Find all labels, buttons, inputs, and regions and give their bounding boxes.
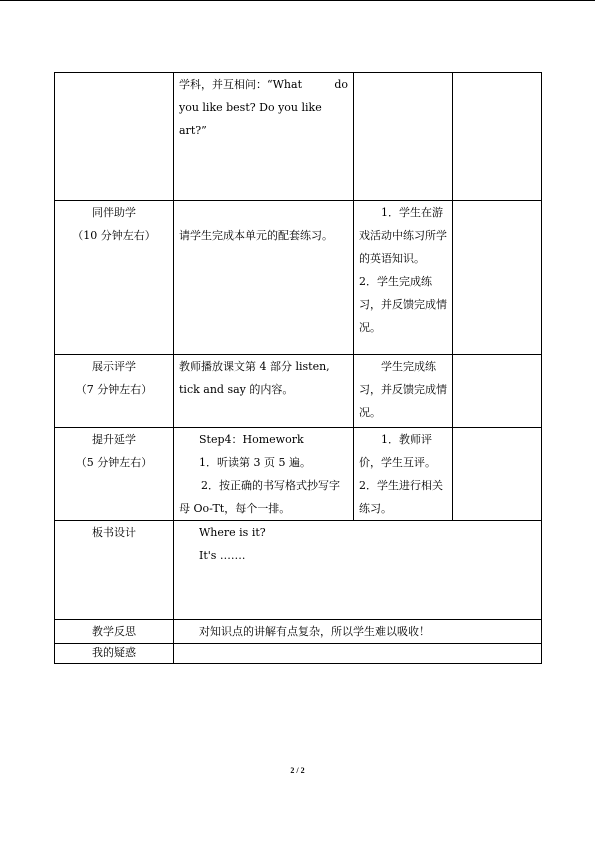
- board-content-cell: [174, 521, 542, 620]
- reflection-text: 对知识点的讲解有点复杂，所以学生难以吸收！: [199, 625, 430, 638]
- activity-line: [179, 73, 348, 96]
- activity-text: you like best? Do you like art?”: [179, 101, 322, 137]
- stage-cell: [55, 201, 174, 355]
- table-row-peer-learning: [55, 201, 542, 355]
- doubts-label: 我的疑惑: [92, 646, 136, 659]
- activity-text: 请学生完成本单元的配套练习。: [179, 229, 333, 242]
- board-label: 板书设计: [92, 526, 136, 539]
- stage-title: 展示评学: [92, 360, 136, 373]
- stage-title: 同伴助学: [92, 206, 136, 219]
- stage-duration: （5 分钟左右）: [75, 456, 153, 469]
- stage-cell: [55, 355, 174, 428]
- activity-text: 学科，并互相问：“What: [179, 78, 302, 91]
- board-line: It's …….: [199, 549, 246, 562]
- stage-title: 提升延学: [92, 433, 136, 446]
- activity-text: 教师播放课文第 4 部分 listen, tick and say 的内容。: [179, 360, 330, 396]
- board-line: Where is it?: [199, 526, 266, 539]
- notes-cell: [453, 201, 542, 355]
- homework-step: Step4：Homework: [199, 433, 304, 446]
- header-rule: [0, 0, 595, 1]
- student-activity-cell: [354, 73, 453, 201]
- table-row-doubts: [55, 644, 542, 664]
- student-activity-cell: [354, 428, 453, 521]
- teacher-activity-cell: [174, 428, 354, 521]
- table-row-presentation: [55, 355, 542, 428]
- stage-cell: [55, 428, 174, 521]
- homework-item: 1．听读第 3 页 5 遍。: [199, 456, 311, 469]
- notes-cell: [453, 73, 542, 201]
- student-text: 学生完成练习，并反馈完成情况。: [359, 360, 447, 419]
- stage-duration: （10 分钟左右）: [72, 229, 156, 242]
- teacher-activity-cell: [174, 73, 354, 201]
- teacher-activity-cell: [174, 355, 354, 428]
- board-label-cell: [55, 521, 174, 620]
- reflection-label: 教学反思: [92, 625, 136, 638]
- student-text: 1．教师评价，学生互评。: [359, 433, 436, 469]
- table-row-extension: [55, 428, 542, 521]
- student-activity-cell: [354, 201, 453, 355]
- table-row-continuation: [55, 73, 542, 201]
- doubts-content-cell: [174, 644, 542, 664]
- student-activity-cell: [354, 355, 453, 428]
- homework-item: 2．按正确的书写格式抄写字母 Oo-Tt，每个一排。: [179, 479, 340, 515]
- student-text: 2．学生完成练习，并反馈完成情况。: [359, 275, 447, 334]
- student-text: 1．学生在游戏活动中练习所学的英语知识。: [359, 206, 447, 265]
- reflection-label-cell: [55, 620, 174, 644]
- stage-cell: [55, 73, 174, 201]
- reflection-content-cell: [174, 620, 542, 644]
- student-text: 2．学生进行相关练习。: [359, 479, 443, 515]
- teacher-activity-cell: [174, 201, 354, 355]
- page-number: 2 / 2: [290, 766, 305, 775]
- doubts-label-cell: [55, 644, 174, 664]
- lesson-plan-table: [54, 72, 542, 664]
- stage-duration: （7 分钟左右）: [75, 383, 153, 396]
- activity-text: do: [334, 78, 348, 91]
- notes-cell: [453, 428, 542, 521]
- notes-cell: [453, 355, 542, 428]
- table-row-reflection: [55, 620, 542, 644]
- table-row-board-design: [55, 521, 542, 620]
